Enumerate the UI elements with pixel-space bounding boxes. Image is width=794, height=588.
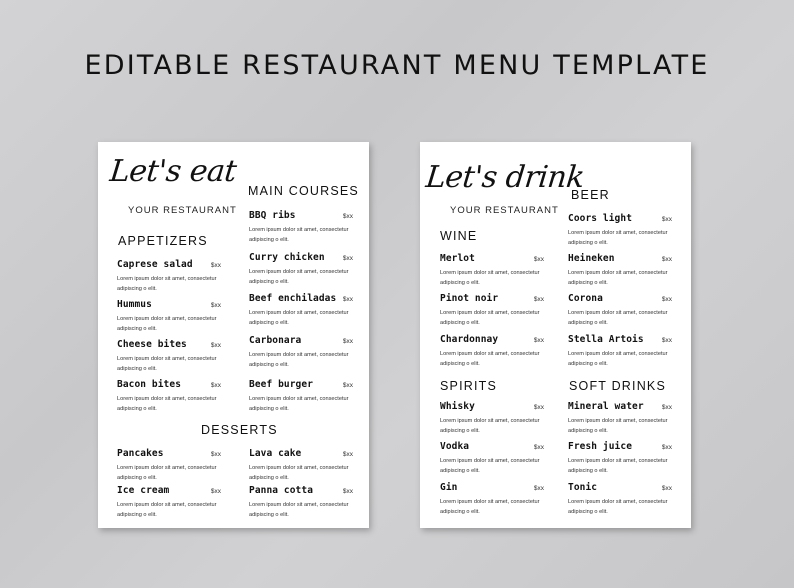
menu-item [440, 401, 544, 436]
item-description: Lorem ipsum dolor sit amet, consectetur adipiscing o elit. [440, 499, 540, 515]
item-price: $xx [533, 337, 544, 344]
item-name: Caprese salad [117, 259, 193, 270]
menu-item [568, 253, 672, 288]
soft-drinks-title: SOFT DRINKS [569, 379, 667, 393]
food-menu-sheet [98, 142, 369, 528]
item-name: Pinot noir [440, 293, 499, 304]
item-description: Lorem ipsum dolor sit amet, consectetur adipiscing o elit. [568, 499, 668, 515]
item-name: Merlot [440, 253, 475, 264]
menu-item [568, 213, 672, 248]
item-price: $xx [661, 216, 672, 223]
item-description: Lorem ipsum dolor sit amet, consectetur adipiscing o elit. [568, 310, 668, 326]
item-price: $xx [661, 337, 672, 344]
item-name: Carbonara [249, 335, 302, 346]
item-description: Lorem ipsum dolor sit amet, consectetur adipiscing o elit. [117, 316, 217, 332]
item-description: Lorem ipsum dolor sit amet, consectetur adipiscing o elit. [249, 465, 349, 481]
menu-item [568, 293, 672, 328]
item-price: $xx [661, 404, 672, 411]
menu-item [440, 334, 544, 369]
item-name: Pancakes [117, 448, 164, 459]
item-name: Vodka [440, 441, 470, 452]
item-description: Lorem ipsum dolor sit amet, consectetur adipiscing o elit. [117, 396, 217, 412]
appetizers-title: APPETIZERS [118, 234, 208, 248]
item-name: Tonic [568, 482, 598, 493]
item-description: Lorem ipsum dolor sit amet, consectetur adipiscing o elit. [568, 418, 668, 434]
menu-item [568, 441, 672, 476]
menu-item [249, 252, 353, 287]
item-price: $xx [342, 488, 353, 495]
menu-item [117, 299, 221, 334]
item-description: Lorem ipsum dolor sit amet, consectetur adipiscing o elit. [117, 276, 217, 292]
item-description: Lorem ipsum dolor sit amet, consectetur adipiscing o elit. [568, 458, 668, 474]
item-price: $xx [661, 444, 672, 451]
beer-title: BEER [571, 188, 610, 202]
menu-item [440, 253, 544, 288]
item-price: $xx [342, 382, 353, 389]
item-price: $xx [210, 342, 221, 349]
menu-item [249, 379, 353, 414]
item-name: Ice cream [117, 485, 170, 496]
desserts-title: DESSERTS [201, 423, 278, 437]
item-name: Corona [568, 293, 603, 304]
item-description: Lorem ipsum dolor sit amet, consectetur adipiscing o elit. [117, 356, 217, 372]
item-name: Panna cotta [249, 485, 314, 496]
menu-item [568, 482, 672, 517]
item-price: $xx [210, 382, 221, 389]
item-price: $xx [210, 262, 221, 269]
item-description: Lorem ipsum dolor sit amet, consectetur adipiscing o elit. [440, 458, 540, 474]
item-description: Lorem ipsum dolor sit amet, consectetur adipiscing o elit. [440, 310, 540, 326]
menu-item [249, 448, 353, 483]
item-description: Lorem ipsum dolor sit amet, consectetur adipiscing o elit. [249, 269, 349, 285]
menu-item [117, 379, 221, 414]
item-description: Lorem ipsum dolor sit amet, consectetur adipiscing o elit. [249, 352, 349, 368]
menu-item [568, 401, 672, 436]
menu-item [249, 293, 353, 328]
item-name: Lava cake [249, 448, 302, 459]
item-price: $xx [533, 485, 544, 492]
item-price: $xx [210, 302, 221, 309]
item-name: Mineral water [568, 401, 644, 412]
item-name: Heineken [568, 253, 615, 264]
item-price: $xx [533, 444, 544, 451]
food-restaurant-name: YOUR RESTAURANT [128, 205, 237, 216]
item-description: Lorem ipsum dolor sit amet, consectetur adipiscing o elit. [440, 270, 540, 286]
item-price: $xx [342, 451, 353, 458]
item-price: $xx [533, 256, 544, 263]
item-price: $xx [342, 296, 353, 303]
item-name: Chardonnay [440, 334, 499, 345]
drink-menu-heading: Let's drink [424, 160, 586, 195]
menu-item [440, 293, 544, 328]
menu-item [249, 210, 353, 245]
item-description: Lorem ipsum dolor sit amet, consectetur adipiscing o elit. [440, 418, 540, 434]
menu-item [440, 482, 544, 517]
item-name: Gin [440, 482, 458, 493]
item-name: BBQ ribs [249, 210, 296, 221]
menu-item [117, 485, 221, 520]
item-description: Lorem ipsum dolor sit amet, consectetur adipiscing o elit. [568, 230, 668, 246]
menu-item [568, 334, 672, 369]
wine-title: WINE [440, 229, 478, 243]
item-price: $xx [342, 213, 353, 220]
item-description: Lorem ipsum dolor sit amet, consectetur adipiscing o elit. [249, 396, 349, 412]
item-price: $xx [661, 256, 672, 263]
item-description: Lorem ipsum dolor sit amet, consectetur adipiscing o elit. [568, 270, 668, 286]
item-price: $xx [661, 296, 672, 303]
item-price: $xx [533, 404, 544, 411]
item-name: Hummus [117, 299, 152, 310]
item-price: $xx [210, 488, 221, 495]
item-name: Whisky [440, 401, 475, 412]
item-name: Cheese bites [117, 339, 187, 350]
item-description: Lorem ipsum dolor sit amet, consectetur adipiscing o elit. [249, 227, 349, 243]
spirits-title: SPIRITS [440, 379, 498, 393]
item-description: Lorem ipsum dolor sit amet, consectetur adipiscing o elit. [117, 502, 217, 518]
drink-restaurant-name: YOUR RESTAURANT [450, 205, 559, 216]
item-price: $xx [210, 451, 221, 458]
item-description: Lorem ipsum dolor sit amet, consectetur adipiscing o elit. [117, 465, 217, 481]
item-description: Lorem ipsum dolor sit amet, consectetur adipiscing o elit. [249, 502, 349, 518]
menu-item [440, 441, 544, 476]
item-name: Beef burger [249, 379, 314, 390]
item-description: Lorem ipsum dolor sit amet, consectetur adipiscing o elit. [568, 351, 668, 367]
item-name: Bacon bites [117, 379, 182, 390]
drink-menu-sheet [420, 142, 691, 528]
item-price: $xx [342, 338, 353, 345]
item-name: Curry chicken [249, 252, 325, 263]
item-description: Lorem ipsum dolor sit amet, consectetur adipiscing o elit. [249, 310, 349, 326]
page-title: EDITABLE RESTAURANT MENU TEMPLATE [84, 50, 710, 81]
menu-item [249, 485, 353, 520]
menu-item [117, 259, 221, 294]
main-courses-title: MAIN COURSES [248, 184, 359, 198]
item-name: Beef enchiladas [249, 293, 337, 304]
item-price: $xx [342, 255, 353, 262]
item-description: Lorem ipsum dolor sit amet, consectetur adipiscing o elit. [440, 351, 540, 367]
item-name: Fresh juice [568, 441, 633, 452]
menu-item [117, 448, 221, 483]
item-price: $xx [533, 296, 544, 303]
item-name: Stella Artois [568, 334, 644, 345]
menu-item [249, 335, 353, 370]
item-name: Coors light [568, 213, 633, 224]
item-price: $xx [661, 485, 672, 492]
food-menu-heading: Let's eat [108, 154, 238, 189]
menu-item [117, 339, 221, 374]
